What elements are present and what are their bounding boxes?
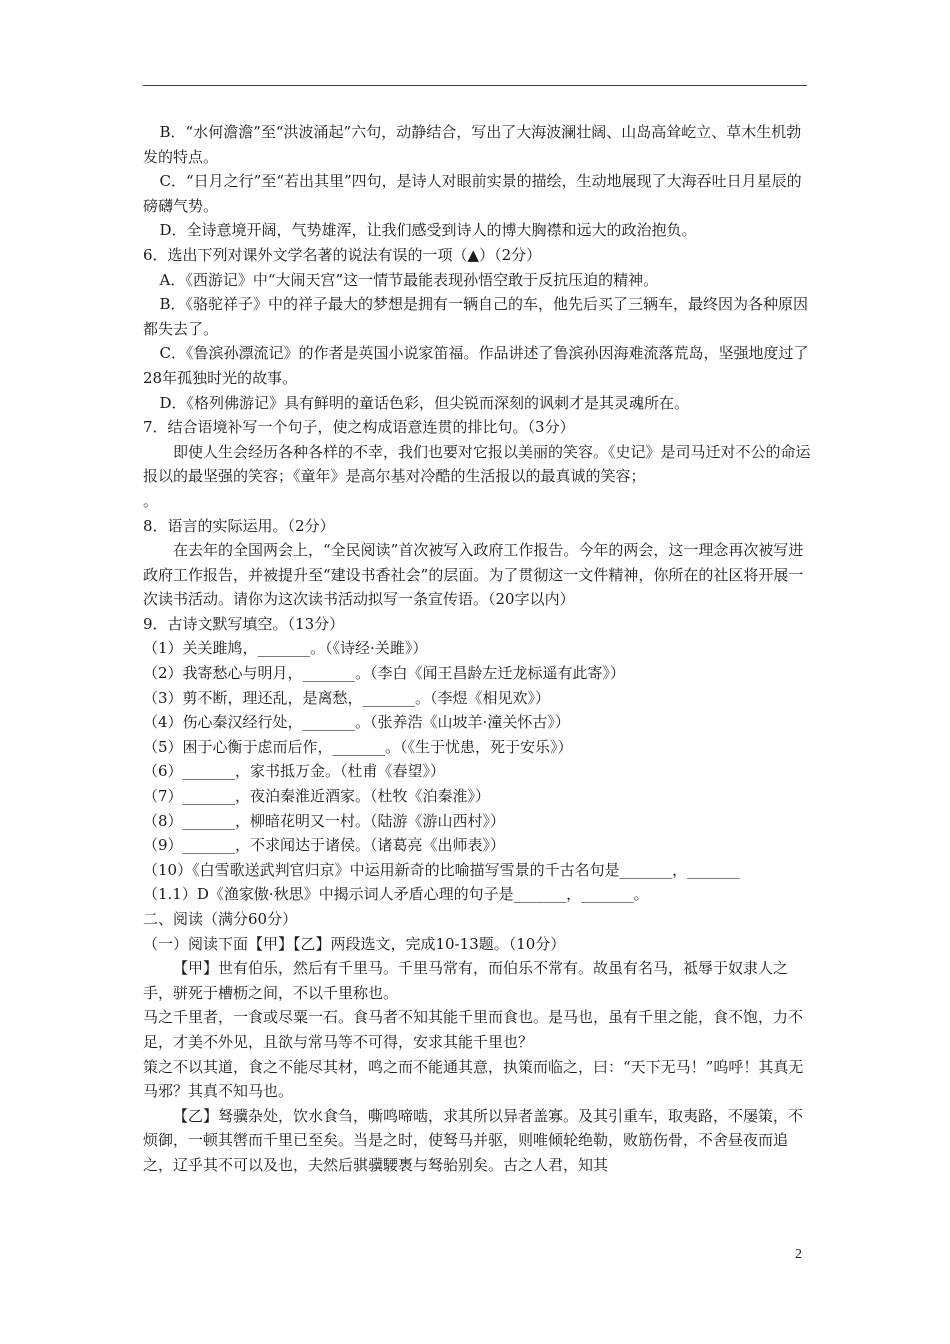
- text-line: A．《西游记》中“大闹天宫”这一情节最能表现孙悟空敢于反抗压迫的精神。: [159, 270, 659, 289]
- fill-blank-item: （1）关关雎鸠，_______。（《诗经·关雎》）: [143, 639, 428, 658]
- fill-blank-item: （4）伤心秦汉经行处，_______。（张养浩《山坡羊·潼关怀古》）: [143, 713, 570, 732]
- fill-blank-item: （10）《白雪歌送武判官归京》中运用新奇的比喻描写雪景的千古名句是_______，_______: [143, 860, 740, 879]
- passage-paragraph: 【乙】驽骥杂处，饮水食刍，嘶鸣啼啮，求其所以异者盖寡。及其引重车，取夷路，不屡策，不烦御，一顿其辔而千里已至矣。当是之时，使驽马并驱，则唯倾轮绝勒，败筋伤骨，不舍昼夜而追之，辽乎其不可以及也，夫然后骐骥騕褭与驽骀别矣。古之人君，知其: [143, 1106, 804, 1174]
- fill-blank-item: （8）_______，柳暗花明又一村。（陆游《游山西村》）: [143, 811, 506, 830]
- fill-blank-item: （2）我寄愁心与明月，_______。（李白《闻王昌龄左迁龙标遥有此寄》）: [143, 664, 626, 683]
- fill-blank-item: （5）困于心衡于虑而后作，_______。（《生于忧患，死于安乐》）: [143, 737, 573, 756]
- text-line: B．“水何澹澹”至“洪波涌起”六句，动静结合，写出了大海波澜壮阔、山岛高耸屹立、草木生机勃发的特点。: [143, 123, 802, 166]
- text-line: C．《鲁滨孙漂流记》的作者是英国小说家笛福。作品讲述了鲁滨孙因海难流落荒岛，坚强地度过了28年孤独时光的故事。: [143, 344, 809, 387]
- fill-blank-item: （1.1）D《渔家傲·秋思》中揭示词人矛盾心理的句子是_______，_______。: [143, 885, 649, 904]
- fill-blank-item: （6）_______，家书抵万金。（杜甫《春望》）: [143, 762, 446, 781]
- exam-page-content: [143, 120, 811, 1178]
- text-line: 即使人生会经历各种各样的不幸，我们也要对它报以美丽的笑容。《史记》是司马迁对不公的命运报以的最坚强的笑容；《童年》是高尔基对冷酷的生活报以的最真诚的笑容；: [143, 442, 811, 486]
- question-9: 9．古诗文默写填空。（13分）: [143, 614, 345, 633]
- page-number: 2: [795, 1247, 802, 1262]
- passage-paragraph: 【甲】世有伯乐，然后有千里马。千里马常有，而伯乐不常有。故虽有名马，祗辱于奴隶人之手，骈死于槽枥之间，不以千里称也。: [143, 959, 789, 1002]
- subsection-heading: （一）阅读下面【甲】【乙】两段选文，完成10-13题。（10分）: [143, 934, 566, 953]
- text-line: 在去年的全国两会上，“全民阅读”首次被写入政府工作报告。今年的两会，这一理念再次被写进政府工作报告，并被提升至“建设书香社会”的层面。为了贯彻这一文件精神，你所在的社区将开展一次读书活动。请你为这次读书活动拟写一条宣传语。（20字以内）: [143, 541, 804, 609]
- question-6: 6．选出下列对课外文学名著的说法有误的一项（▲）（2分）: [143, 245, 542, 264]
- header-rule: [143, 85, 807, 86]
- passage-paragraph: 马之千里者，一食或尽粟一石。食马者不知其能千里而食也。是马也，虽有千里之能，食不饱，力不足，才美不外见，且欲与常马等不可得，安求其能千里也？: [143, 1008, 804, 1051]
- text-line: B．《骆驼祥子》中的祥子最大的梦想是拥有一辆自己的车，他先后买了三辆车，最终因为各种原因都失去了。: [143, 295, 809, 338]
- question-8: 8．语言的实际运用。（2分）: [143, 516, 335, 535]
- text-line: C．“日月之行”至“若出其里”四句，是诗人对眼前实景的描绘，生动地展现了大海吞吐日月星辰的磅礴气势。: [143, 172, 802, 215]
- fill-blank-item: （7）_______，夜泊秦淮近酒家。（杜牧《泊秦淮》）: [143, 787, 491, 806]
- text-line: D．全诗意境开阔，气势雄浑，让我们感受到诗人的博大胸襟和远大的政治抱负。: [159, 221, 697, 240]
- fill-blank-item: （3）剪不断，理还乱，是离愁，_______。（李煜《相见欢》）: [143, 688, 551, 707]
- question-7: 7．结合语境补写一个句子，使之构成语意连贯的排比句。（3分）: [143, 418, 575, 437]
- section-heading: 二、阅读（满分60分）: [143, 910, 298, 928]
- fill-blank-item: （9）_______，不求闻达于诸侯。（诸葛亮《出师表》）: [143, 836, 506, 855]
- passage-paragraph: 策之不以其道，食之不能尽其材，鸣之而不能通其意，执策而临之，曰：“天下无马！”呜呼！其真无马邪？其真不知马也。: [143, 1057, 804, 1101]
- text-line: D．《格列佛游记》具有鲜明的童话色彩，但尖锐而深刻的讽刺才是其灵魂所在。: [159, 393, 690, 412]
- text-line: 。: [143, 491, 159, 510]
